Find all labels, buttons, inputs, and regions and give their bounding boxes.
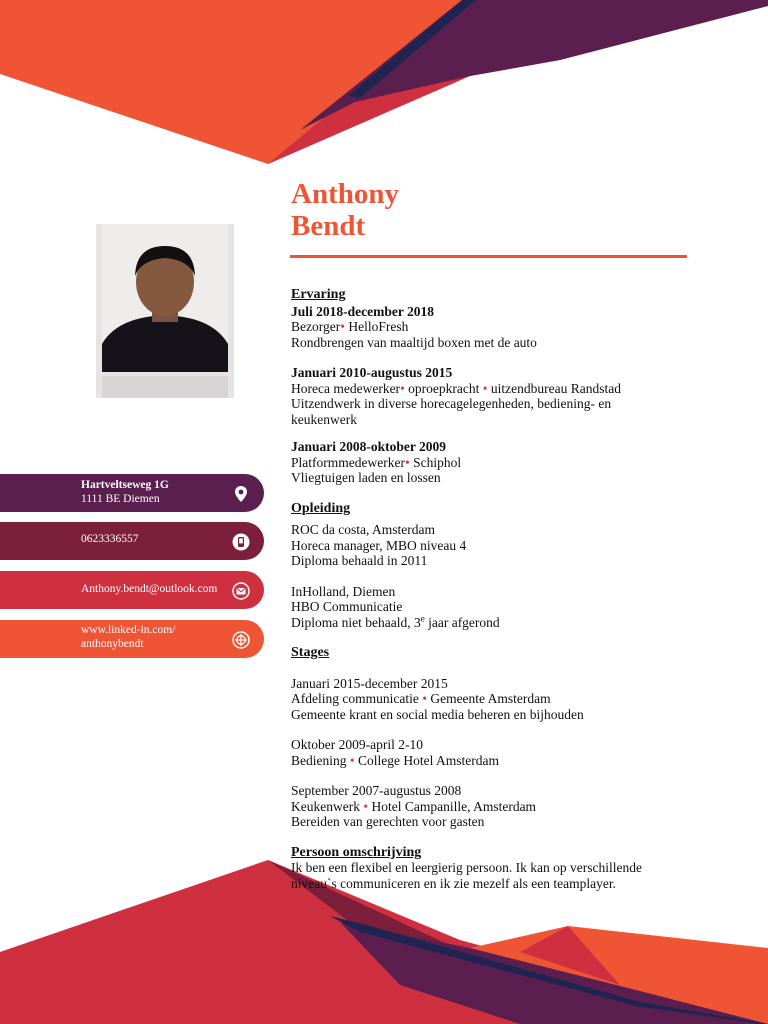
- phone-number[interactable]: 0623336557: [81, 533, 139, 545]
- website-line-2[interactable]: anthonybendt: [81, 638, 144, 650]
- phone-icon: [232, 533, 250, 551]
- education-1-result: Diploma behaald in 2011: [291, 553, 428, 568]
- location-pin-icon: [232, 485, 250, 503]
- last-name: Bendt: [291, 210, 366, 242]
- contact-email[interactable]: [0, 571, 264, 609]
- globe-icon: [232, 631, 250, 649]
- internship-1-description: Gemeente krant en social media beheren en bijhouden: [291, 706, 584, 722]
- contact-address: [0, 474, 264, 512]
- education-2-result: Diploma niet behaald, 3e jaar afgerond: [291, 613, 500, 630]
- experience-2-description-2: keukenwerk: [291, 411, 357, 427]
- education-heading: Opleiding: [291, 500, 351, 516]
- contact-website[interactable]: [0, 620, 264, 658]
- experience-3-description: Vliegtuigen laden en lossen: [291, 470, 441, 485]
- address-street: Hartveltseweg 1G: [81, 479, 169, 491]
- first-name: Anthony: [291, 178, 399, 210]
- experience-2-period: Januari 2010-augustus 2015: [291, 365, 453, 380]
- internship-3-role: Keukenwerk • Hotel Campanille, Amsterdam: [291, 798, 537, 814]
- profile-line-2: niveau`s communiceren en ik zie mezelf als een teamplayer.: [291, 875, 616, 891]
- experience-1-period: Juli 2018-december 2018: [291, 303, 434, 319]
- internship-3-description: Bereiden van gerechten voor gasten: [291, 814, 485, 829]
- experience-1-description: Rondbrengen van maaltijd boxen met de auto: [291, 334, 537, 350]
- email-address[interactable]: Anthony.bendt@outlook.com: [81, 583, 218, 595]
- internship-2-period: Oktober 2009-april 2-10: [291, 737, 423, 752]
- experience-3-role: Platformmedewerker• Schiphol: [291, 454, 462, 470]
- education-1-program: Horeca manager, MBO niveau 4: [291, 537, 467, 553]
- address-city: 1111 BE Diemen: [81, 493, 160, 505]
- education-2-school: InHolland, Diemen: [291, 583, 396, 599]
- internship-1-role: Afdeling communicatie • Gemeente Amsterdam: [291, 691, 551, 706]
- experience-3-period: Januari 2008-oktober 2009: [291, 439, 447, 454]
- internship-1-period: Januari 2015-december 2015: [291, 675, 448, 691]
- experience-heading: Ervaring: [291, 287, 346, 302]
- profile-heading: Persoon omschrijving: [291, 844, 422, 860]
- resume-content: [291, 287, 691, 891]
- experience-1-role: Bezorger• HelloFresh: [291, 319, 409, 334]
- website-line-1[interactable]: www.linked-in.com/: [81, 624, 176, 636]
- experience-2-role: Horeca medewerker• oproepkracht • uitzendbureau Randstad: [291, 380, 621, 396]
- internship-3-period: September 2007-augustus 2008: [291, 783, 462, 798]
- internship-2-role: Bediening • College Hotel Amsterdam: [291, 752, 499, 768]
- candidate-name: [291, 178, 399, 242]
- name-divider: [290, 255, 687, 258]
- mail-icon: [232, 582, 250, 600]
- experience-2-description-1: Uitzendwerk in diverse horecagelegenheden, bediening- en: [291, 396, 612, 411]
- profile-line-1: Ik ben een flexibel en leergierig persoon. Ik kan op verschillende: [291, 860, 642, 875]
- profile-photo: [96, 224, 234, 398]
- internships-heading: Stages: [291, 645, 330, 660]
- education-1-school: ROC da costa, Amsterdam: [291, 522, 435, 537]
- education-2-program: HBO Communicatie: [291, 599, 403, 614]
- contact-phone[interactable]: [0, 522, 264, 560]
